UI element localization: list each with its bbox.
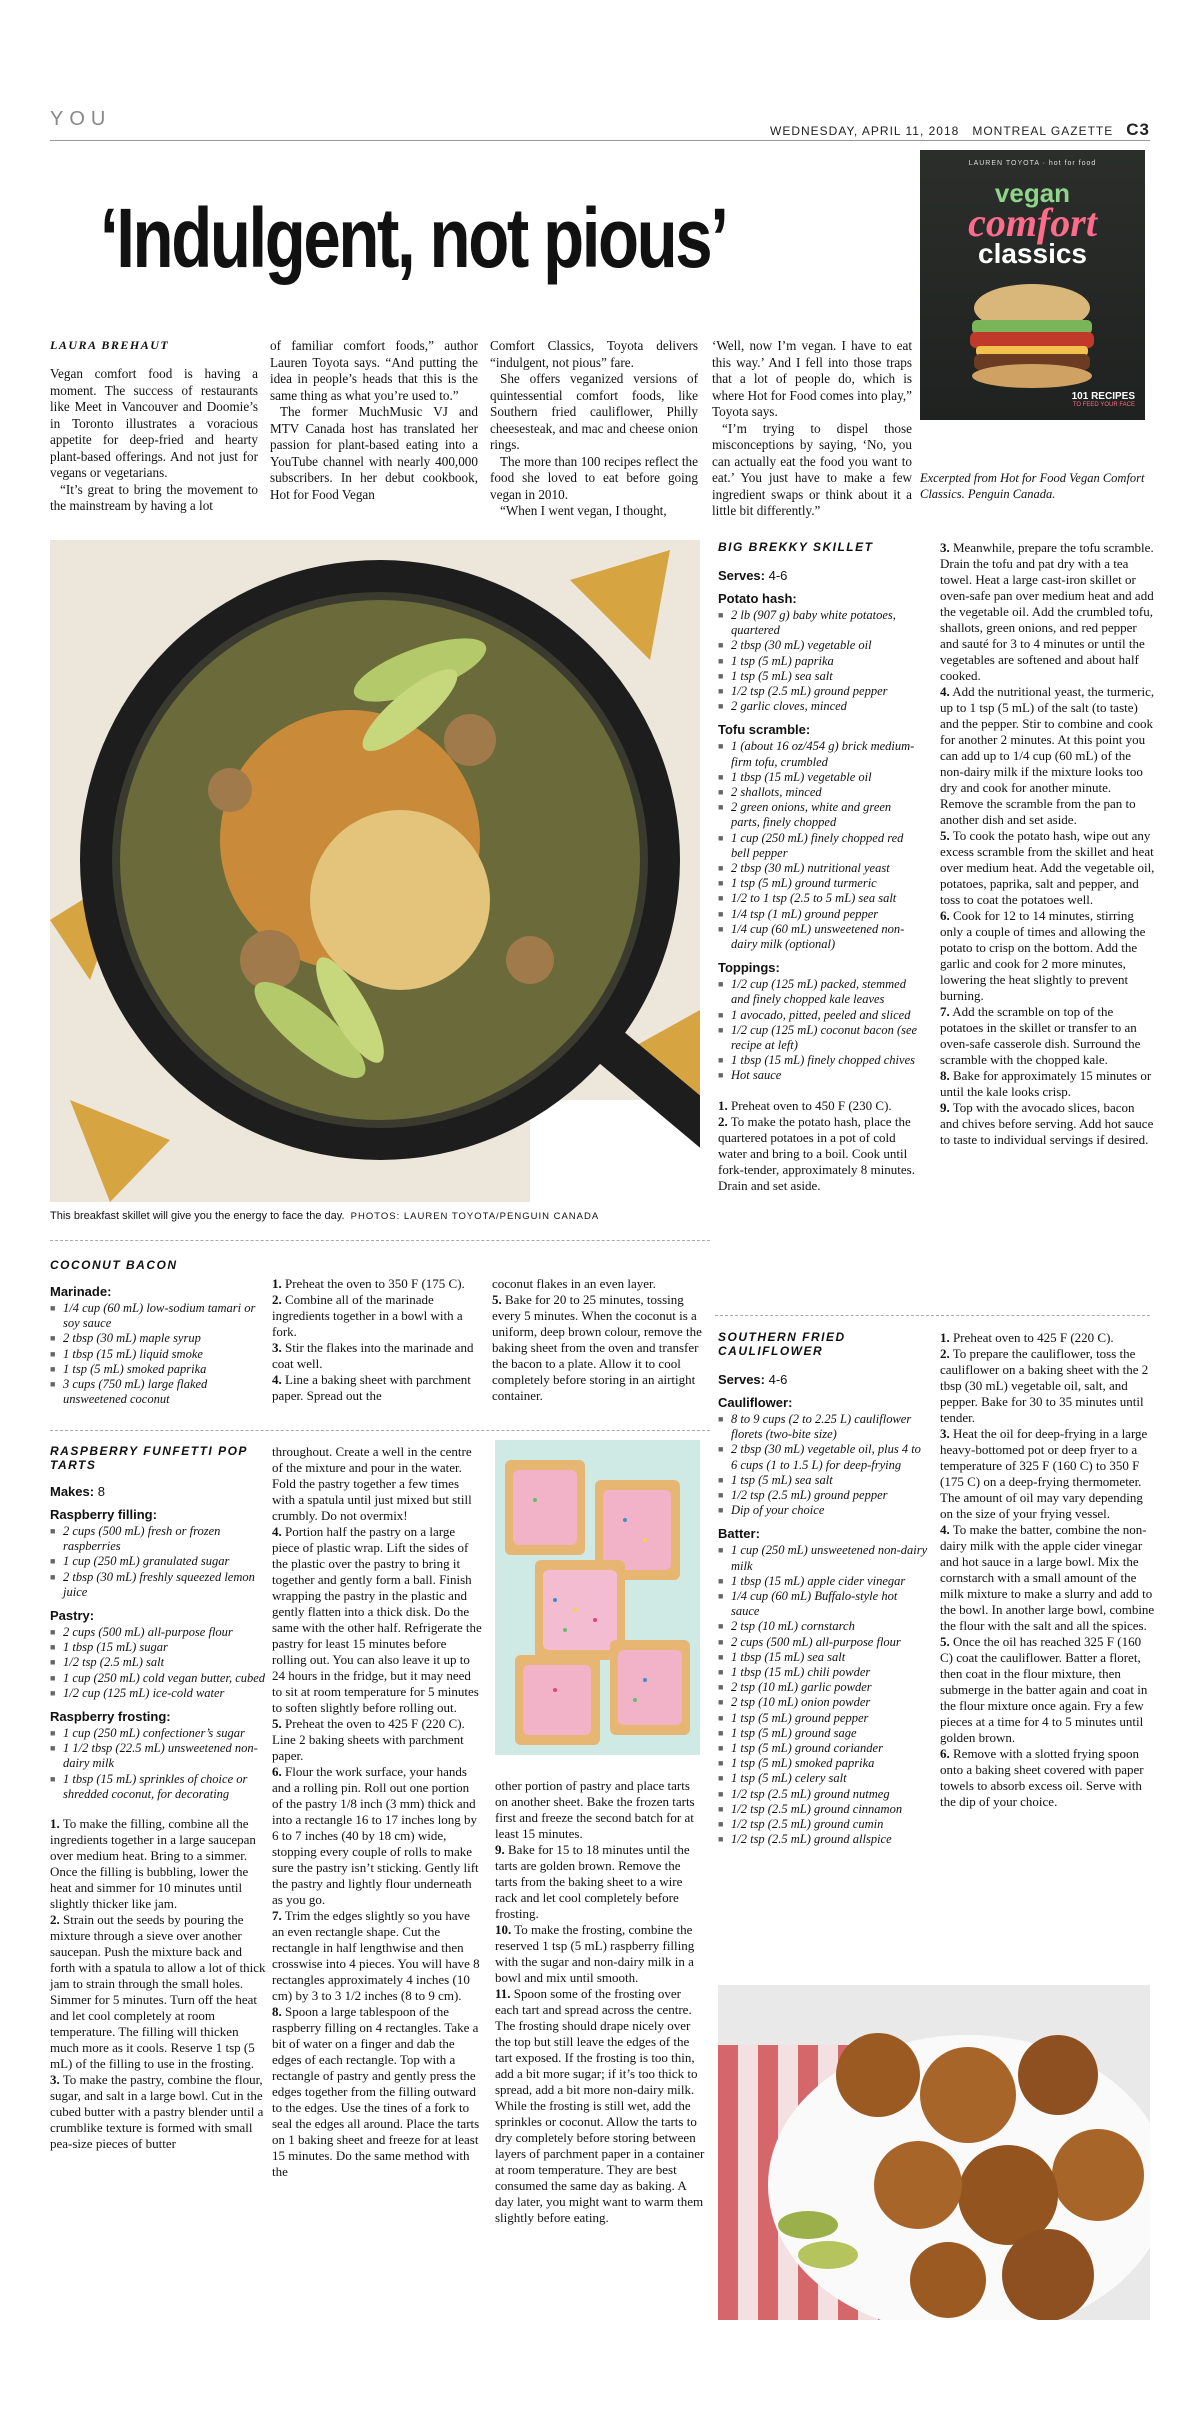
ingredient: ■ 2 tbsp (30 mL) freshly squeezed lemon juice xyxy=(50,1570,270,1600)
step xyxy=(940,1522,1155,1634)
step-number: 9. xyxy=(940,1100,950,1115)
article-col-4 xyxy=(712,338,912,520)
ingredient: ■ 2 tsp (10 mL) onion powder xyxy=(718,1695,928,1710)
step xyxy=(495,1778,705,1842)
step-text: To make the potato hash, place the quartered potatoes in a pot of cold water and bring to a boil. Cook until fork-tender, approximately 8 minutes. Drain and set aside. xyxy=(718,1113,915,1193)
divider xyxy=(50,1240,710,1241)
serves-value: 4-6 xyxy=(768,568,788,583)
ingredient: ■ 2 lb (907 g) baby white potatoes, quartered xyxy=(718,608,923,638)
book-brand: hot for food xyxy=(1048,160,1097,167)
step xyxy=(495,1986,705,2226)
cauliflower-illustration xyxy=(718,1985,1150,2320)
book-title-1: vegan xyxy=(994,178,1071,208)
step xyxy=(940,1634,1155,1746)
book-title-2: comfort xyxy=(968,200,1097,245)
poptarts-recipe-left xyxy=(50,1444,270,2152)
ingredient: ■ 2 garlic cloves, minced xyxy=(718,699,923,714)
ingredient: ■ 1/4 cup (60 mL) unsweetened non-dairy milk (optional) xyxy=(718,922,923,952)
ingredient: ■ 2 tbsp (30 mL) vegetable oil xyxy=(718,638,923,653)
skillet-recipe-right xyxy=(940,540,1155,1148)
ingredient-list xyxy=(50,1625,270,1701)
ingredient: ■ 1/2 tsp (2.5 mL) ground pepper xyxy=(718,684,923,699)
step-number: 6. xyxy=(940,1746,950,1761)
ingredient: ■ Hot sauce xyxy=(718,1068,923,1083)
ingredient: ■ 1 tsp (5 mL) paprika xyxy=(718,654,923,669)
ingredient: ■ 1/2 tsp (2.5 mL) ground allspice xyxy=(718,1832,928,1847)
section-heading: Marinade: xyxy=(50,1284,112,1299)
ingredient-list xyxy=(50,1301,270,1407)
article-paragraph: of familiar comfort foods,” author Lauren Toyota says. “And putting the idea in people’s heads that this is the same thing as what you’re used to.” xyxy=(270,338,478,403)
makes-label: Makes: xyxy=(50,1484,95,1499)
ingredient: ■ 1 tsp (5 mL) ground pepper xyxy=(718,1711,928,1726)
section-heading: Raspberry filling: xyxy=(50,1507,157,1522)
recipe-title: BIG BREKKY SKILLET xyxy=(718,540,874,554)
ingredient: ■ 1/2 tsp (2.5 mL) ground nutmeg xyxy=(718,1787,928,1802)
ingredient: ■ 1 tbsp (15 mL) liquid smoke xyxy=(50,1347,270,1362)
ingredient: ■ 2 tbsp (30 mL) vegetable oil, plus 4 to 6 cups (1 to 1.5 L) for deep-frying xyxy=(718,1442,928,1472)
step-text: Flour the work surface, your hands and a rolling pin. Roll out one portion of the pastry 1/8 inch (3 mm) thick and into a rectangle 16 to 17 inches long by 6 to 7 inches (40 by 18 cm) wide, stopping every couple of rolls to make sure the pastry isn’t sticking. Gently lift the pastry and lightly flour underneath as you go. xyxy=(272,1764,479,1907)
serves-label: Serves: xyxy=(718,1372,765,1387)
serves xyxy=(718,1372,928,1387)
divider xyxy=(715,1315,1150,1316)
step-text: Spoon some of the frosting over each tart and spread across the centre. The frosting should drape nicely over the top but still leave the edges of the tart exposed. If the frosting is too thin, add a bit more sugar; if it’s too thick to spread, add a bit more non-dairy milk. While the frosting is still wet, add the sprinkles or coconut. Allow the tarts to dry completely before storing between layers of parchment paper in a container at room temperature. They are best consumed the same day as baking. A day later, you might want to warm them slightly before eating. xyxy=(495,1986,705,2225)
step xyxy=(272,1292,477,1340)
step-text: Preheat oven to 450 F (230 C). xyxy=(731,1097,892,1113)
recipe-title: SOUTHERN FRIED CAULIFLOWER xyxy=(718,1330,846,1358)
step-text: To cook the potato hash, wipe out any excess scramble from the skillet and heat over medium heat. Add the vegetable oil, potatoes, paprika, salt and pepper, and toss to coat the potatoes well. xyxy=(940,828,1155,907)
ingredient: ■ 1/2 tsp (2.5 mL) ground cinnamon xyxy=(718,1802,928,1817)
ingredient: ■ 1 tsp (5 mL) ground turmeric xyxy=(718,876,923,891)
ingredient: ■ 1 avocado, pitted, peeled and sliced xyxy=(718,1008,923,1023)
book-cover-image: LAUREN TOYOTA · hot for food vegan comfort classics 101 RECIPES TO FEED YOUR FACE xyxy=(920,150,1145,420)
section-heading: Cauliflower: xyxy=(718,1395,793,1410)
step xyxy=(492,1276,702,1292)
ingredient: ■ Dip of your choice xyxy=(718,1503,928,1518)
article-paragraph: ‘Well, now I’m vegan. I have to eat this way.’ And I fell into those traps that a lot of people do, which is where Hot for Food comes into play,” Toyota says. xyxy=(712,338,912,419)
ingredient: ■ 1 cup (250 mL) finely chopped red bell pepper xyxy=(718,831,923,861)
step-number: 5. xyxy=(492,1292,502,1307)
ingredient: ■ 2 tsp (10 mL) cornstarch xyxy=(718,1619,928,1634)
step-number: 4. xyxy=(940,684,950,699)
cauli-recipe-left xyxy=(718,1330,928,1847)
step-number: 6. xyxy=(272,1764,282,1779)
step xyxy=(718,1098,923,1114)
step-number: 11. xyxy=(495,1986,511,2001)
ingredient-list xyxy=(718,608,923,714)
ingredient: ■ 1 tsp (5 mL) sea salt xyxy=(718,1473,928,1488)
ingredient: ■ 1/2 cup (125 mL) ice-cold water xyxy=(50,1686,270,1701)
step-text: Strain out the seeds by pouring the mixture through a sieve over another saucepan. Push the mixture back and forth with a spatula to allow a lot of thick jam to strain through the small holes. Simmer for 5 minutes. Turn off the heat and let cool completely at room temperature. The filling will thicken much more as it cools. Reserve 1 tsp (5 mL) of the filling to use in the frosting. xyxy=(50,1912,266,2072)
ingredient: ■ 2 tbsp (30 mL) maple syrup xyxy=(50,1331,270,1346)
ingredient: ■ 1 cup (250 mL) confectioner’s sugar xyxy=(50,1726,270,1741)
step xyxy=(272,2004,482,2180)
step xyxy=(940,828,1155,908)
step xyxy=(495,1922,705,1986)
step-number: 8. xyxy=(272,2004,282,2019)
step-list xyxy=(718,1098,923,1194)
skillet-illustration xyxy=(50,540,700,1202)
ingredient-list xyxy=(50,1524,270,1600)
article-paragraph: Comfort Classics, Toyota delivers “indulgent, not pious” fare. xyxy=(490,338,698,370)
step xyxy=(50,1816,270,1912)
step-text: Add the scramble on top of the potatoes in the skillet or transfer to an oven-safe casserole dish. Surround the scramble with the chopped kale. xyxy=(940,1004,1141,1067)
step-number: 3. xyxy=(940,540,950,555)
step-text: To make the filling, combine all the ingredients together in a large saucepan over medium heat. Bring to a simmer. Once the filling is bubbling, lower the heat and simmer for 10 minutes until slightly thicker like jam. xyxy=(50,1816,256,1912)
step xyxy=(272,1372,477,1404)
ingredient-list xyxy=(50,1726,270,1802)
skillet-photo xyxy=(50,540,700,1202)
ingredient-list xyxy=(718,1543,928,1847)
article-paragraph: “It’s great to bring the movement to the mainstream by having a lot xyxy=(50,481,258,513)
book-badge-sub: TO FEED YOUR FACE xyxy=(1072,402,1135,408)
step-text: To prepare the cauliflower, toss the cauliflower on a baking sheet with the 2 tbsp (30 mL) vegetable oil, salt, and pepper. Bake for 30 to 35 minutes until tender. xyxy=(940,1346,1149,1425)
ingredient: ■ 1 tsp (5 mL) smoked paprika xyxy=(718,1756,928,1771)
step-text: To make the batter, combine the non-dairy milk with the apple cider vinegar and hot sauce in a large bowl. Mix the cornstarch with a small amount of the milk mixture to make a slurry and add to the bowl. In another large bowl, combine the flour with the salt and all the spices. xyxy=(940,1522,1155,1633)
photo-caption xyxy=(50,1210,710,1222)
skillet-recipe-left xyxy=(718,540,923,1194)
step-number: 10. xyxy=(495,1922,512,1937)
ingredient: ■ 2 cups (500 mL) all-purpose flour xyxy=(718,1635,928,1650)
step-text: Bake for approximately 15 minutes or until the kale looks crisp. xyxy=(940,1068,1152,1099)
page-number: C3 xyxy=(1126,120,1150,139)
step xyxy=(940,684,1155,828)
step-number: 9. xyxy=(495,1842,505,1857)
step xyxy=(492,1292,702,1404)
ingredient: ■ 1/2 to 1 tsp (2.5 to 5 mL) sea salt xyxy=(718,891,923,906)
ingredient: ■ 2 tbsp (30 mL) nutritional yeast xyxy=(718,861,923,876)
step xyxy=(272,1908,482,2004)
step xyxy=(272,1716,482,1764)
step-number: 7. xyxy=(940,1004,950,1019)
step xyxy=(940,540,1155,684)
section-label: YOU xyxy=(50,108,112,130)
step-list xyxy=(50,1816,270,2152)
step-text: Remove with a slotted frying spoon onto a baking sheet covered with paper towels to absorb excess oil. Serve with the dip of your choice. xyxy=(940,1746,1144,1809)
step-text: Line a baking sheet with parchment paper. Spread out the xyxy=(272,1372,471,1403)
ingredient: ■ 1/2 tsp (2.5 mL) salt xyxy=(50,1655,270,1670)
ingredient: ■ 1/4 cup (60 mL) Buffalo-style hot sauce xyxy=(718,1589,928,1619)
step-text: other portion of pastry and place tarts on another sheet. Bake the frozen tarts first and freeze the second batch for at least 15 minutes. xyxy=(495,1778,695,1841)
step-text: Cook for 12 to 14 minutes, stirring only a couple of times and allowing the potato to crisp on the bottom. Add the garlic and cook for 2 more minutes, lowering the heat slightly to prevent burning. xyxy=(940,908,1146,1003)
step-number: 2. xyxy=(718,1113,728,1129)
step-text: Combine all of the marinade ingredients together in a bowl with a fork. xyxy=(272,1292,463,1339)
ingredient: ■ 1/2 cup (125 mL) coconut bacon (see recipe at left) xyxy=(718,1023,923,1053)
photo-credit: PHOTOS: LAUREN TOYOTA/PENGUIN CANADA xyxy=(350,1211,600,1222)
ingredient: ■ 2 cups (500 mL) fresh or frozen raspberries xyxy=(50,1524,270,1554)
step xyxy=(940,1346,1155,1426)
ingredient: ■ 1 cup (250 mL) unsweetened non-dairy milk xyxy=(718,1543,928,1573)
step xyxy=(940,1004,1155,1068)
section-heading: Raspberry frosting: xyxy=(50,1709,171,1725)
article-col-1 xyxy=(50,366,258,515)
coconut-recipe-left xyxy=(50,1258,270,1407)
recipe-title: COCONUT BACON xyxy=(50,1258,178,1272)
step-text: Bake for 15 to 18 minutes until the tarts are golden brown. Remove the tarts from the baking sheet to a wire rack and let cool completely before frosting. xyxy=(495,1842,690,1921)
photo-caption-text: This breakfast skillet will give you the energy to face the day. xyxy=(50,1210,345,1222)
coconut-steps-a xyxy=(272,1276,477,1404)
ingredient: ■ 1 tsp (5 mL) sea salt xyxy=(718,669,923,684)
step-number: 5. xyxy=(272,1716,282,1731)
step-number: 7. xyxy=(272,1908,282,1923)
poptarts-steps-c xyxy=(495,1778,705,2226)
recipe-title: RASPBERRY FUNFETTI POP TARTS xyxy=(50,1444,248,1472)
ingredient-list xyxy=(718,739,923,952)
step-text: Portion half the pastry on a large piece of plastic wrap. Lift the sides of the plastic over the pastry to bring it together and gently form a ball. Finish wrapping the pastry in the plastic and gently flatten into a thick disk. Do the same with the other half. Refrigerate the pastry for least 15 minutes before rolling out. You can also leave it up to 24 hours in the fridge, but it may need to sit at room temperature for 5 minutes to soften slightly before rolling out. xyxy=(272,1524,482,1715)
ingredient: ■ 2 green onions, white and green parts, finely chopped xyxy=(718,800,923,830)
step-number: 2. xyxy=(272,1292,282,1307)
step-number: 2. xyxy=(50,1912,60,1928)
makes-value: 8 xyxy=(97,1484,105,1499)
step-number: 1. xyxy=(50,1816,60,1832)
section-heading: Pastry: xyxy=(50,1608,95,1624)
ingredient: ■ 1 tbsp (15 mL) finely chopped chives xyxy=(718,1053,923,1068)
ingredient: ■ 1 (about 16 oz/454 g) brick medium-firm tofu, crumbled xyxy=(718,739,923,769)
step-text: Heat the oil for deep-frying in a large heavy-bottomed pot or deep fryer to a temperature of 325 F (160 C) to 350 F (175 C) on a deep-frying thermometer. The amount of oil may vary depending on the size of your frying vessel. xyxy=(940,1426,1148,1521)
article-paragraph: She offers veganized versions of quintessential comfort foods, like Southern fried cauliflower, Philly cheesesteak, and mac and cheese onion rings. xyxy=(490,371,698,452)
poptarts-illustration xyxy=(495,1440,700,1755)
ingredient: ■ 1 tbsp (15 mL) vegetable oil xyxy=(718,770,923,785)
step xyxy=(50,1912,270,2072)
burger-illustration xyxy=(920,280,1145,400)
step-text: Spoon a large tablespoon of the raspberry filling on 4 rectangles. Take a bit of water on a finger and dab the edges of each rectangle. Top with a rectangle of pastry and gently press the edges together from the filling outward to the edges. Use the tines of a fork to seal the edges all around. Place the tarts on 1 baking sheet and freeze for at least 15 minutes. Do the same method with the xyxy=(272,2004,480,2179)
step-text: throughout. Create a well in the centre of the mixture and pour in the water. Fold the pastry together a few times with a spatula until just mixed but still crumbly. Do not overmix! xyxy=(272,1444,472,1523)
step xyxy=(718,1114,923,1194)
ingredient: ■ 2 shallots, minced xyxy=(718,785,923,800)
section-heading: Potato hash: xyxy=(718,591,797,606)
article-paragraph: Vegan comfort food is having a moment. The success of restaurants like Meet in Vancouver and Doomie’s in Toronto illustrates a voracious appetite for deep-fried and hearty plant-based offerings. And not just for vegans or vegetarians. xyxy=(50,366,258,480)
step-number: 6. xyxy=(940,908,950,923)
book-title-3: classics xyxy=(978,238,1087,269)
article-paragraph: “When I went vegan, I thought, xyxy=(500,503,667,518)
step-number: 4. xyxy=(272,1372,282,1387)
ingredient: ■ 1 tsp (5 mL) ground coriander xyxy=(718,1741,928,1756)
step xyxy=(940,908,1155,1004)
header-rule xyxy=(50,140,1150,141)
section-heading: Batter: xyxy=(718,1526,760,1542)
ingredient: ■ 1/2 tsp (2.5 mL) ground pepper xyxy=(718,1488,928,1503)
step-text: Add the nutritional yeast, the turmeric, up to 1 tsp (5 mL) of the salt (to taste) and the pepper. Stir to combine and cook for another 2 minutes. At this point you can add up to 1/4 cup (60 mL) of the non-dairy milk if the mixture looks too dry and cook for another minute. Remove the scramble from the pan to another dish and set aside. xyxy=(940,684,1155,827)
step-text: coconut flakes in an even layer. xyxy=(492,1276,656,1291)
ingredient: ■ 1 cup (250 mL) cold vegan butter, cubed xyxy=(50,1671,270,1686)
step-number: 3. xyxy=(50,2072,60,2088)
ingredient: ■ 1 1/2 tbsp (22.5 mL) unsweetened non-dairy milk xyxy=(50,1741,270,1771)
step xyxy=(940,1068,1155,1100)
step-text: Bake for 20 to 25 minutes, tossing every 5 minutes. When the coconut is a uniform, deep brown colour, remove the baking sheet from the oven and transfer the bacon to a plate. Allow it to cool completely before storing in an airtight container. xyxy=(492,1292,702,1403)
byline: LAURA BREHAUT xyxy=(50,338,170,352)
step-number: 2. xyxy=(940,1346,950,1361)
ingredient: ■ 1/4 cup (60 mL) low-sodium tamari or soy sauce xyxy=(50,1301,270,1331)
step xyxy=(940,1746,1155,1810)
step-number: 3. xyxy=(272,1340,282,1355)
article-paragraph: The former MuchMusic VJ and MTV Canada host has translated her passion for plant-based eating into a YouTube channel with nearly 400,000 subscribers. In her debut cookbook, Hot for Food Vegan xyxy=(270,404,478,502)
ingredient: ■ 1/4 tsp (1 mL) ground pepper xyxy=(718,907,923,922)
article-paragraph: The more than 100 recipes reflect the food she loved to eat before going vegan in 2010. xyxy=(490,453,698,502)
ingredient: ■ 1 tsp (5 mL) smoked paprika xyxy=(50,1362,270,1377)
cauli-steps xyxy=(940,1330,1155,1810)
step-text: Meanwhile, prepare the tofu scramble. Drain the tofu and pat dry with a tea towel. Heat a large cast-iron skillet or oven-safe pan over medium heat and add the vegetable oil. Add the crumbled tofu, shallots, green onions, and red pepper and sauté for 3 to 4 minutes or until the vegetables are softened and about half cooked. xyxy=(940,540,1154,683)
step-text: Top with the avocado slices, bacon and chives before serving. Add hot sauce to taste to individual servings if desired. xyxy=(940,1100,1154,1147)
article-paragraph: “I’m trying to dispel those misconceptions by saying, ‘No, you can actually eat the food you want to eat.’ You just have to make a few ingredient swaps or think about it a little bit differently.” xyxy=(712,420,912,518)
section-heading: Toppings: xyxy=(718,960,780,976)
step-number: 1. xyxy=(940,1330,950,1345)
section-heading: Tofu scramble: xyxy=(718,722,811,738)
makes xyxy=(50,1484,270,1499)
paper-name: MONTREAL GAZETTE xyxy=(972,124,1114,138)
ingredient: ■ 1 tbsp (15 mL) apple cider vinegar xyxy=(718,1574,928,1589)
step xyxy=(272,1524,482,1716)
book-badge: 101 RECIPES xyxy=(1071,391,1135,402)
step xyxy=(940,1426,1155,1522)
step xyxy=(940,1330,1155,1346)
step xyxy=(272,1764,482,1908)
book-author: LAUREN TOYOTA xyxy=(968,160,1040,167)
step xyxy=(50,2072,270,2152)
poptarts-steps-b xyxy=(272,1444,482,2180)
step-number: 3. xyxy=(940,1426,950,1441)
step-text: To make the pastry, combine the flour, sugar, and salt in a large bowl. Cut in the cubed butter with a pastry blender until a crumblike texture is formed with small pea-size pieces of butter xyxy=(50,2072,264,2152)
ingredient: ■ 1 tsp (5 mL) celery salt xyxy=(718,1771,928,1786)
ingredient: ■ 1 tsp (5 mL) ground sage xyxy=(718,1726,928,1741)
step-text: Preheat the oven to 425 F (220 C). Line 2 baking sheets with parchment paper. xyxy=(272,1716,465,1763)
step-text: Preheat oven to 425 F (220 C). xyxy=(953,1330,1114,1345)
ingredient: ■ 1 tbsp (15 mL) sugar xyxy=(50,1640,270,1655)
ingredient-list xyxy=(718,1412,928,1518)
poptarts-photo xyxy=(495,1440,700,1755)
step-text: To make the frosting, combine the reserved 1 tsp (5 mL) raspberry filling with the sugar and non-dairy milk in a bowl and mix until smooth. xyxy=(495,1922,695,1985)
coconut-steps-b xyxy=(492,1276,702,1404)
ingredient-list xyxy=(718,977,923,1083)
article-col-2 xyxy=(270,338,478,503)
ingredient: ■ 2 tsp (10 mL) garlic powder xyxy=(718,1680,928,1695)
step-number: 1. xyxy=(272,1276,282,1291)
ingredient: ■ 1 tbsp (15 mL) sprinkles of choice or shredded coconut, for decorating xyxy=(50,1772,270,1802)
dateline xyxy=(770,120,1150,140)
divider xyxy=(50,1430,710,1431)
date: WEDNESDAY, APRIL 11, 2018 xyxy=(770,124,960,138)
step xyxy=(495,1842,705,1922)
step-number: 8. xyxy=(940,1068,950,1083)
ingredient: ■ 1/2 cup (125 mL) packed, stemmed and finely chopped kale leaves xyxy=(718,977,923,1007)
ingredient: ■ 3 cups (750 mL) large flaked unsweetened coconut xyxy=(50,1377,270,1407)
headline: ‘Indulgent, not pious’ xyxy=(100,191,727,285)
article-col-3 xyxy=(490,338,698,520)
serves-value: 4-6 xyxy=(768,1372,788,1387)
serves-label: Serves: xyxy=(718,568,765,583)
step xyxy=(272,1340,477,1372)
ingredient: ■ 1 cup (250 mL) granulated sugar xyxy=(50,1554,270,1569)
step xyxy=(272,1276,477,1292)
step-text: Once the oil has reached 325 F (160 C) coat the cauliflower. Batter a floret, then coat in the flour mixture, then submerge in the batter again and coat in the flour mixture once again. Fry a few pieces at a time for 4 to 5 minutes until golden brown. xyxy=(940,1634,1148,1745)
step-text: Stir the flakes into the marinade and coat well. xyxy=(272,1340,474,1371)
ingredient: ■ 1 tbsp (15 mL) sea salt xyxy=(718,1650,928,1665)
ingredient: ■ 1 tbsp (15 mL) chili powder xyxy=(718,1665,928,1680)
step-number: 5. xyxy=(940,828,950,843)
book-caption: Excerpted from Hot for Food Vegan Comfort Classics. Penguin Canada. xyxy=(920,471,1145,501)
ingredient: ■ 8 to 9 cups (2 to 2.25 L) cauliflower florets (two-bite size) xyxy=(718,1412,928,1442)
step-number: 4. xyxy=(940,1522,950,1537)
step xyxy=(940,1100,1155,1148)
step xyxy=(272,1444,482,1524)
step-text: Preheat the oven to 350 F (175 C). xyxy=(285,1276,465,1291)
ingredient: ■ 2 cups (500 mL) all-purpose flour xyxy=(50,1625,270,1640)
step-text: Trim the edges slightly so you have an even rectangle shape. Cut the rectangle in half lengthwise and then crosswise into 4 pieces. You will have 8 rectangles approximately 4 inches (10 cm) by 3 to 3 1/2 inches (8 to 9 cm). xyxy=(272,1908,480,2003)
step-number: 4. xyxy=(272,1524,282,1539)
step-number: 1. xyxy=(718,1097,728,1113)
step-number: 5. xyxy=(940,1634,950,1649)
cauliflower-photo xyxy=(718,1985,1150,2320)
serves xyxy=(718,568,923,583)
ingredient: ■ 1/2 tsp (2.5 mL) ground cumin xyxy=(718,1817,928,1832)
